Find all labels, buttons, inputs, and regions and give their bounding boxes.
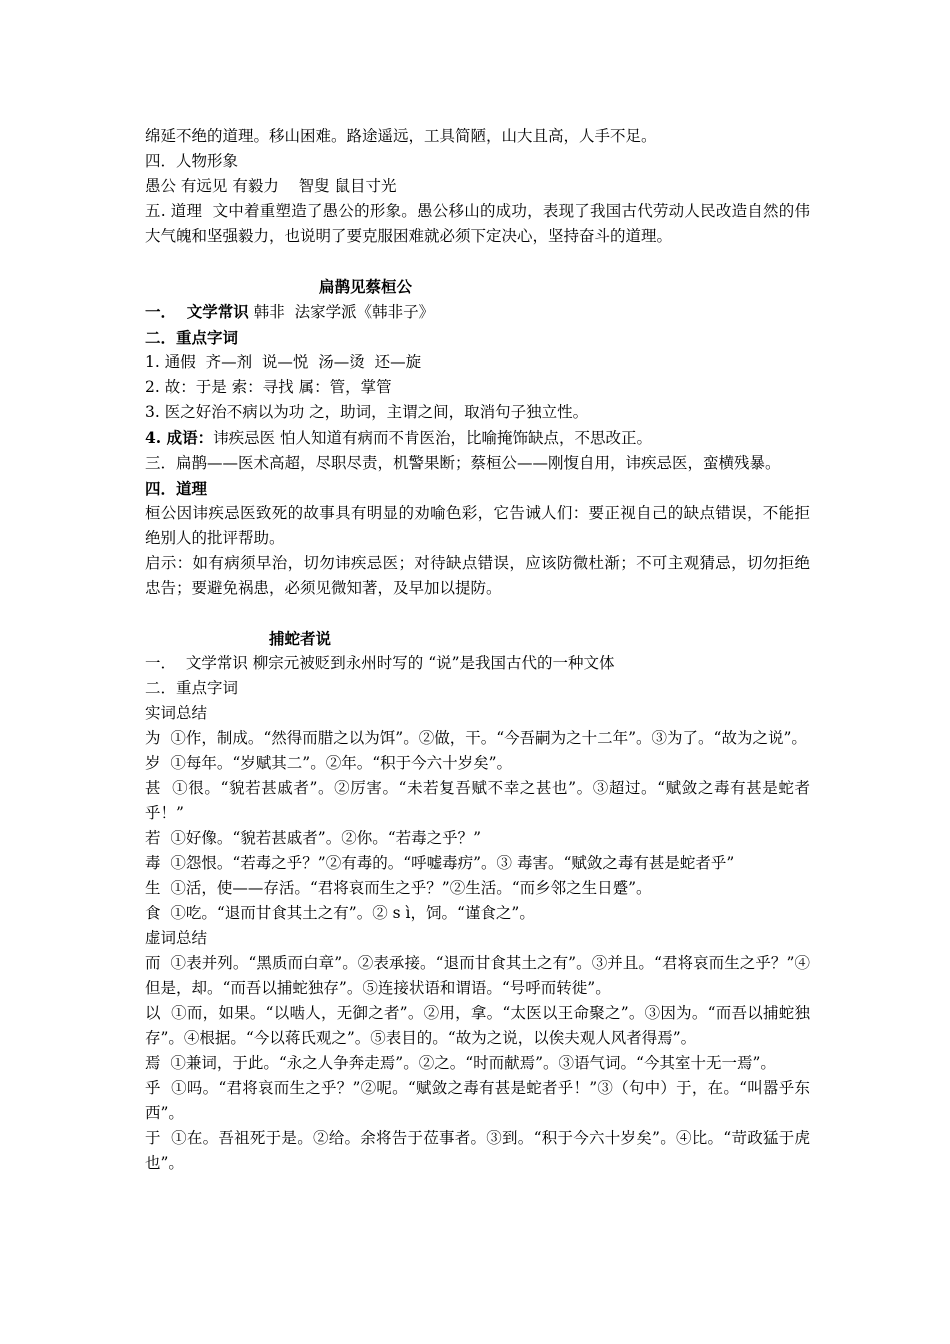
character-images: 愚公 有远见 有毅力 智叟 鼠目寸光: [145, 177, 397, 195]
word-entry: 毒 ①怨恨。“若毒之乎？”②有毒的。“呼嘘毒疠”。③ 毒害。“赋敛之毒有甚是蛇者乎”: [145, 854, 735, 872]
moral-paragraph: 五. 道理 文中着重塑造了愚公的形象。愚公移山的成功，表现了我国古代劳动人民改造自然的伟大气魄和坚强毅力，也说明了要克服困难就必须下定决心，坚持奋斗的道理。: [145, 202, 810, 245]
literary-knowledge: 一． 文学常识 柳宗元被贬到永州时写的 “说”是我国古代的一种文体: [145, 654, 615, 672]
vocab-item: [145, 425, 810, 451]
lesson-title-snake-catcher: 捕蛇者说: [269, 629, 332, 648]
subsection-heading: 实词总结: [145, 704, 208, 722]
vocab-item: 1. 通假 齐—剂 说—悦 汤—烫 还—旋: [145, 353, 422, 371]
word-entry: 乎 ①吗。“君将哀而生之乎？”②呢。“赋敛之毒有甚是蛇者乎！”③（句中）于，在。“叫嚣乎东西”。: [145, 1079, 810, 1122]
idiom-text: 讳疾忌医 怕人知道有病而不肯医治，比喻掩饰缺点，不思改正。: [213, 429, 653, 447]
moral-paragraph: 桓公因讳疾忌医致死的故事具有明显的劝喻色彩，它告诫人们：要正视自己的缺点错误，不能拒绝别人的批评帮助。: [145, 504, 810, 547]
document-page: [145, 124, 810, 1176]
word-entry: 焉 ①兼词，于此。“永之人争奔走焉”。②之。“时而献焉”。③语气词。“今其室十无一焉”。: [145, 1054, 776, 1072]
vocab-item: 2. 故：于是 索：寻找 属：管，掌管: [145, 378, 392, 396]
word-entry: 甚 ①很。“貌若甚戚者”。②厉害。“未若复吾赋不幸之甚也”。③超过。“赋敛之毒有甚是蛇者乎！”: [145, 779, 810, 822]
word-entry: 以 ①而，如果。“以啮人，无御之者”。②用，拿。“太医以王命聚之”。③因为。“而吾以捕蛇独存”。④根据。“今以蒋氏观之”。⑤表目的。“故为之说，以俟夫观人风者得焉”。: [145, 1004, 810, 1047]
word-entry: 岁 ①每年。“岁赋其二”。②年。“积于今六十岁矣”。: [145, 754, 513, 772]
section-heading: 四．道理: [145, 479, 208, 498]
literary-knowledge: [145, 299, 810, 325]
vocab-item: 3. 医之好治不病以为功 之，助词，主谓之间，取消句子独立性。: [145, 403, 589, 421]
inspiration-paragraph: 启示：如有病须早治，切勿讳疾忌医；对待缺点错误，应该防微杜渐；不可主观猜忌，切勿拒绝忠告；要避免祸患，必须见微知著，及早加以提防。: [145, 554, 810, 597]
word-entry: 生 ①活，使——存活。“君将哀而生之乎？”②生活。“而乡邻之生日蹙”。: [145, 879, 652, 897]
section-heading: 二．重点字词: [145, 679, 239, 697]
word-entry: 于 ①在。吾祖死于是。②给。余将告于莅事者。③到。“积于今六十岁矣”。④比。“苛政猛于虎也”。: [145, 1129, 810, 1172]
character-analysis: 三．扁鹊——医术高超，尽职尽责，机警果断；蔡桓公——刚愎自用，讳疾忌医，蛮横残暴。: [145, 454, 781, 472]
section-heading: 一． 文学常识: [145, 302, 249, 321]
idiom-label: 4. 成语：: [145, 428, 214, 447]
section-heading: 四．人物形象: [145, 152, 239, 170]
section-heading: 二．重点字词: [145, 328, 239, 347]
word-entry: 若 ①好像。“貌若甚戚者”。②你。“若毒之乎？”: [145, 829, 482, 847]
literary-knowledge-text: 韩非 法家学派《韩非子》: [248, 303, 435, 321]
word-entry: 食 ①吃。“退而甘食其土之有”。② s ì，饲。“谨食之”。: [145, 904, 535, 922]
subsection-heading: 虚词总结: [145, 929, 208, 947]
word-entry: 而 ①表并列。“黑质而白章”。②表承接。“退而甘食其土之有”。③并且。“君将哀而生之乎？”④但是，却。“而吾以捕蛇独存”。⑤连接状语和谓语。“号呼而转徙”。: [145, 954, 810, 997]
continuation-line: 绵延不绝的道理。移山困难。路途遥远，工具简陋，山大且高，人手不足。: [145, 127, 657, 145]
word-entry: 为 ①作，制成。“然得而腊之以为饵”。②做，干。“今吾嗣为之十二年”。③为了。“故为之说”。: [145, 729, 807, 747]
lesson-title-bianque: 扁鹊见蔡桓公: [319, 277, 413, 296]
